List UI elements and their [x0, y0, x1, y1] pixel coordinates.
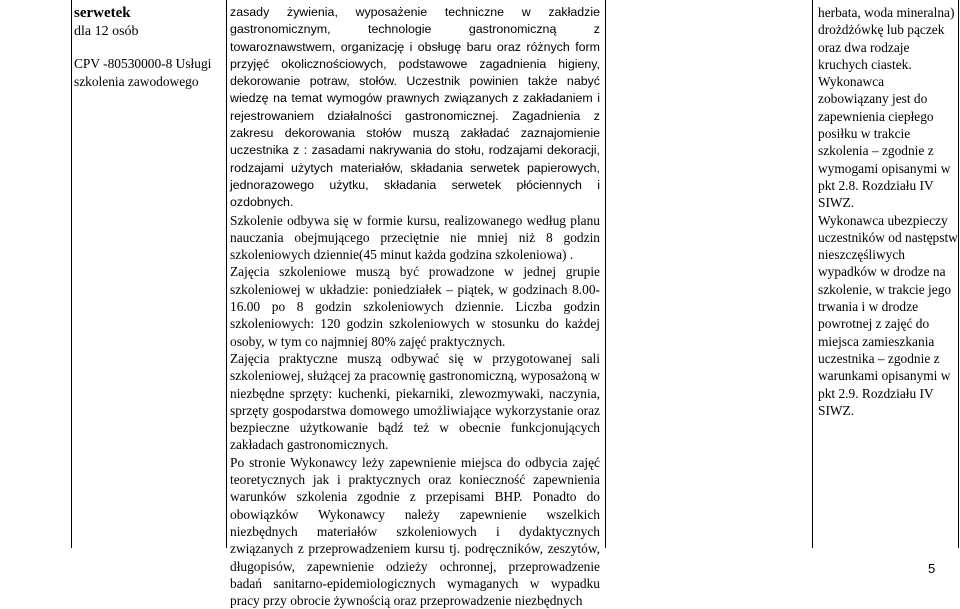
- description-paragraph-4: Zajęcia praktyczne muszą odbywać się w przygotowanej sali szkoleniowej, służącej za pracownię gastronomiczną, wyposażoną w niezbędne sprzęty: kuchenki, piekarniki, zlewozmywaki, naczynia, sprzęty gospodarstwa domowego umożliwiające wykorzystanie oraz bezpieczne użytkowanie bądź też w obecnie funkcjonujących zakładach gastronomicznych.: [230, 350, 600, 453]
- paragraph-sans-text: zasady żywienia, wyposażenie techniczne w zakładzie gastronomicznym, technologie gastronomiczną z towaroznawstwem, organizację i obsługę baru oraz różnych form przyjęć okolicznościowych, podstawowe zagadnienia higieny, dekorowanie potraw, stołów. Uczestnik powinien także nabyć wiedzę na temat wymogów prawnych związanych z zakładaniem i rejestrowaniem działalności gastronomicznej.: [230, 5, 600, 123]
- table-border-right: [958, 0, 959, 548]
- paragraph-serif-text: Zagadnienia z zakresu dekorowania stołów muszą zakładać zaznajomienie uczestnika z : zasadami nakrywania do stołu, rodzajami dekoracji, rodzajami użytych materiałów, składania serwetek papierowych, jednorazowego użytku, składania serwetek płóciennych i ozdobnych.: [230, 108, 600, 210]
- meal-requirement-text: Wykonawca zobowiązany jest do zapewnienia ciepłego posiłku w trakcie szkolenia – zgodnie z wymogami opisanymi w pkt 2.8. Rozdziału IV SIWZ.: [818, 74, 951, 211]
- description-paragraph-1: [230, 4, 600, 212]
- table-cell-training-name: [74, 4, 222, 552]
- description-paragraph-5: Po stronie Wykonawcy leży zapewnienie miejsca do odbycia zajęć teoretycznych jak i praktycznych oraz konieczność zapewnienia warunków szkolenia zgodnie z przepisami BHP. Ponadto do obowiązków Wykonawcy należy zapewnienie wszelkich niezbędnych materiałów szkoleniowych i dydaktycznych związanych z przeprowadzeniem kursu tj. podręczników, zeszytów, długopisów, zapewnienie odzieży ochronnej, przeprowadzenie badań sanitarno-epidemiologicznych wymaganych w wypadku pracy przy obrocie żywnością oraz przeprowadzenie niezbędnych: [230, 454, 600, 609]
- table-divider-2: [605, 0, 606, 548]
- cpv-code: CPV -80530000-8 Usługi szkolenia zawodowego: [74, 56, 212, 89]
- description-paragraph-2: Szkolenie odbywa się w formie kursu, realizowanego według planu nauczania obejmującego przeciętnie nie mniej niż 8 godzin szkoleniowych dziennie(45 minut każda godzina szkoleniowa) .: [230, 212, 600, 263]
- insurance-requirement-text: Wykonawca ubezpieczy uczestników od następstw nieszczęśliwych wypadków w drodze na szkolenie, w trakcie jego trwania i w drodze powrotnej z zajęć do miejsca zamieszkania uczestnika – zgodnie z warunkami opisanymi w pkt 2.9. Rozdziału IV SIWZ.: [818, 212, 958, 418]
- table-divider-1: [226, 0, 227, 548]
- description-paragraph-3: Zajęcia szkoleniowe muszą być prowadzone w jednej grupie szkoleniowej w układzie: poniedziałek – piątek, w godzinach 8.00-16.00 po 8 godzin szkoleniowych dziennie. Liczba godzin szkoleniowych: 120 godzin szkoleniowych w stosunku do każdej osoby, w tym co najmniej 80% zajęć praktycznych.: [230, 264, 600, 349]
- table-cell-description: [230, 4, 600, 609]
- participants-count: dla 12 osób: [74, 24, 139, 39]
- table-cell-requirements: [818, 4, 958, 552]
- page-number: 5: [928, 561, 936, 576]
- catering-text: herbata, woda mineralna) drożdżówkę lub pączek oraz dwa rodzaje kruchych ciastek.: [818, 5, 955, 72]
- table-divider-3: [812, 0, 813, 548]
- table-border-left: [71, 0, 72, 548]
- training-title: serwetek: [74, 5, 131, 21]
